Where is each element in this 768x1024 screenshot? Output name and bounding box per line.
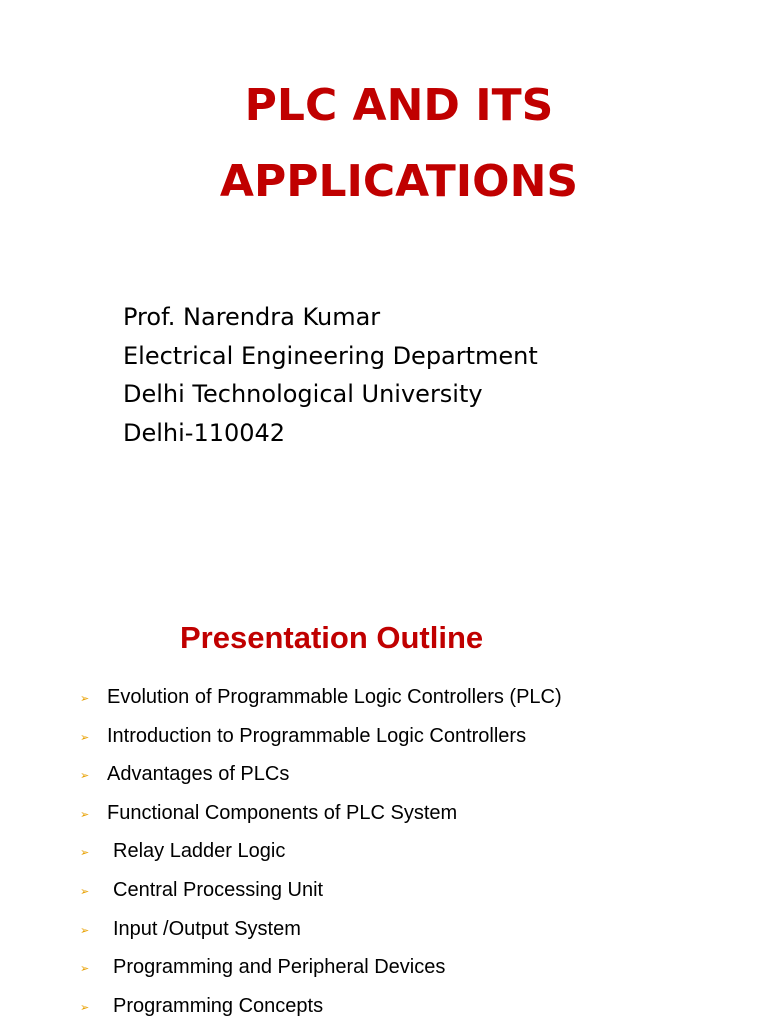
outline-slide — [0, 512, 768, 1024]
title-line: PLC AND ITS — [244, 80, 554, 131]
presentation-title — [0, 68, 768, 220]
author-location: Delhi-110042 — [123, 418, 286, 447]
outline-item — [0, 832, 768, 871]
outline-item-text: Programming and Peripheral Devices — [113, 956, 446, 979]
arrow-bullet-icon: ➢ — [80, 770, 90, 783]
author-university: Delhi Technological University — [123, 380, 483, 408]
outline-item — [0, 910, 768, 949]
outline-item — [0, 717, 768, 756]
outline-item — [0, 987, 768, 1024]
author-block — [123, 298, 538, 452]
outline-heading: Presentation Outline — [180, 620, 484, 655]
outline-list — [0, 678, 768, 1024]
outline-item — [0, 794, 768, 833]
arrow-bullet-icon: ➢ — [80, 1001, 90, 1014]
outline-item-text: Relay Ladder Logic — [113, 840, 286, 863]
arrow-bullet-icon: ➢ — [80, 885, 90, 898]
outline-item-text: Functional Components of PLC System — [107, 801, 458, 824]
arrow-bullet-icon: ➢ — [80, 808, 90, 821]
outline-item-text: Evolution of Programmable Logic Controllers (PLC) — [107, 686, 562, 708]
outline-item-text: Input /Output System — [113, 917, 301, 940]
arrow-bullet-icon: ➢ — [80, 731, 90, 744]
outline-item — [0, 755, 768, 794]
arrow-bullet-icon: ➢ — [80, 963, 90, 976]
author-name: Prof. Narendra Kumar — [123, 303, 381, 331]
outline-item — [0, 948, 768, 987]
outline-item-text: Central Processing Unit — [113, 878, 324, 901]
outline-item-text: Introduction to Programmable Logic Controllers — [107, 724, 527, 747]
arrow-bullet-icon: ➢ — [80, 924, 90, 937]
arrow-bullet-icon: ➢ — [80, 847, 90, 860]
outline-item-text: Advantages of PLCs — [107, 763, 290, 786]
arrow-bullet-icon: ➢ — [80, 693, 90, 705]
author-department: Electrical Engineering Department — [123, 341, 538, 370]
outline-item — [0, 871, 768, 910]
outline-item-text: Programming Concepts — [113, 994, 324, 1017]
outline-item — [0, 678, 768, 717]
title-line: APPLICATIONS — [219, 156, 579, 207]
